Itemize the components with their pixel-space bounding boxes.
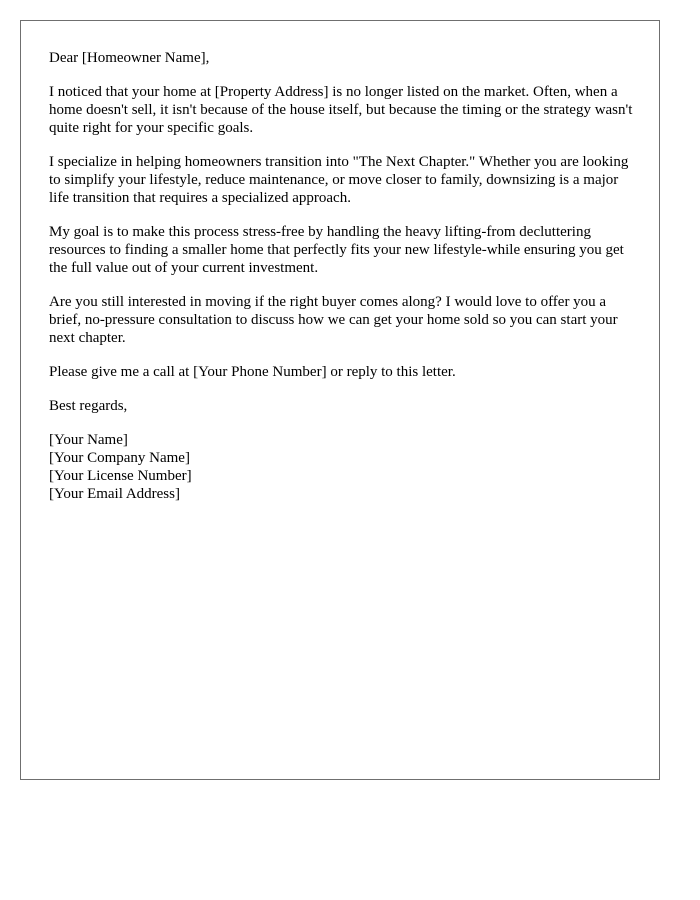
letter-body (49, 49, 639, 503)
closing: Best regards, (49, 398, 128, 414)
letter-frame (20, 20, 660, 780)
paragraph-specialty: I specialize in helping homeowners transition into "The Next Chapter." Whether you are looking to simplify your lifestyle, reduce maintenance, or move closer to family, downsizing is a major life transition that requires a specialized approach. (49, 154, 629, 206)
signature-license: [Your License Number] (49, 468, 192, 484)
paragraph-offer: Are you still interested in moving if the right buyer comes along? I would love to offer you a brief, no-pressure consultation to discuss how we can get your home sold so you can start your next chapter. (49, 294, 618, 346)
signature-block (49, 431, 639, 503)
salutation: Dear [Homeowner Name], (49, 50, 210, 66)
signature-email: [Your Email Address] (49, 486, 180, 502)
paragraph-intro: I noticed that your home at [Property Address] is no longer listed on the market. Often, when a home doesn't sell, it isn't because of the house itself, but because the timing or the strategy wasn't quite right for your specific goals. (49, 84, 633, 136)
paragraph-contact: Please give me a call at [Your Phone Number] or reply to this letter. (49, 364, 456, 380)
paragraph-goal: My goal is to make this process stress-free by handling the heavy lifting-from decluttering resources to finding a smaller home that perfectly fits your new lifestyle-while ensuring you get the full value out of your current investment. (49, 224, 624, 276)
signature-name: [Your Name] (49, 432, 128, 448)
signature-company: [Your Company Name] (49, 450, 190, 466)
